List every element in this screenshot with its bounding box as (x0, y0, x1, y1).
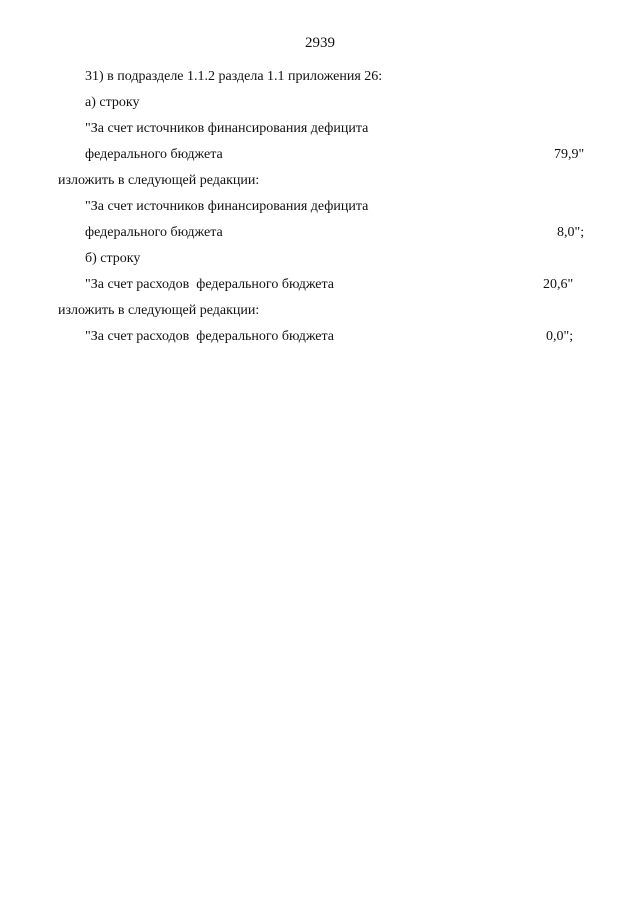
part-b-new-line1: "За счет расходов федерального бюджета (85, 329, 335, 344)
part-b-label: б) строку (85, 251, 141, 266)
part-b-old-line1: "За счет расходов федерального бюджета (85, 277, 335, 292)
item-header: 31) в подразделе 1.1.2 раздела 1.1 приложения 26: (85, 69, 383, 84)
part-a-old-value: 79,9" (554, 147, 585, 162)
part-b-instruction: изложить в следующей редакции: (58, 303, 260, 318)
part-a-old-line2: федерального бюджета (85, 147, 223, 162)
part-b-new-value: 0,0"; (546, 329, 574, 344)
part-a-old-line1: "За счет источников финансирования дефицита (85, 121, 369, 136)
part-b-old-value: 20,6" (543, 277, 574, 292)
part-a-instruction: изложить в следующей редакции: (58, 173, 260, 188)
part-a-label: а) строку (85, 95, 140, 110)
part-a-new-line1: "За счет источников финансирования дефицита (85, 199, 369, 214)
page-number: 2939 (305, 35, 335, 51)
part-a-new-line2: федерального бюджета (85, 225, 223, 240)
part-a-new-value: 8,0"; (557, 225, 585, 240)
